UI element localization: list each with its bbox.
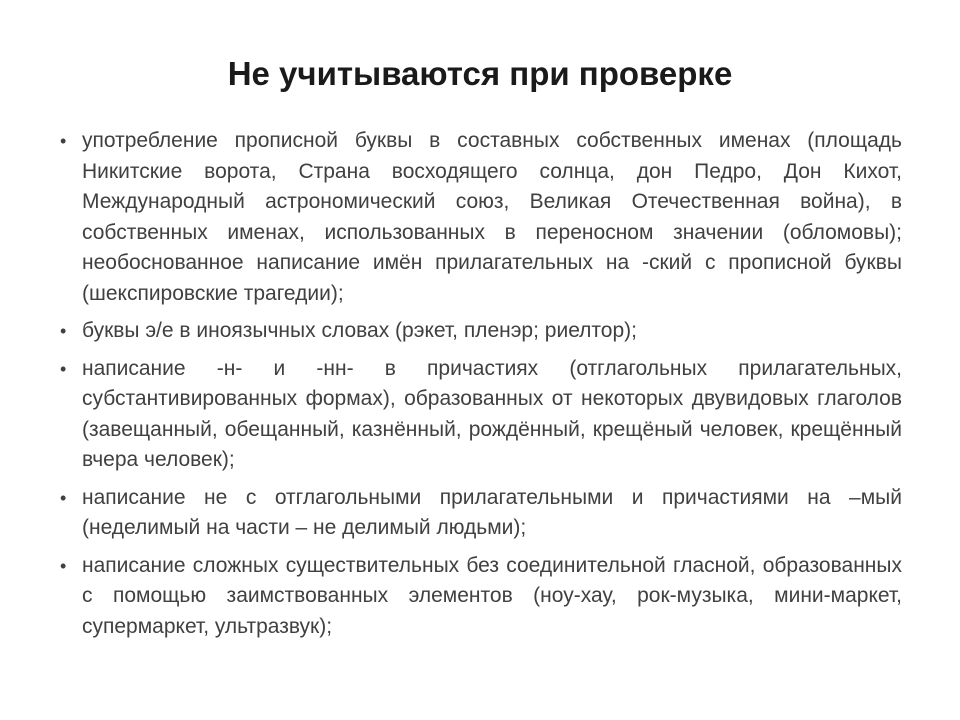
bullet-icon: • (60, 555, 67, 576)
bullet-icon: • (60, 358, 67, 379)
bullet-list (60, 126, 902, 649)
bullet-item (60, 354, 902, 476)
bullet-text: употребление прописной буквы в составных собственных именах (площадь Никитские ворота, Страна восходящего солнца, дон Педро, Дон Кихот, Международный астрономический союз, Великая Отечественная война), в собственных именах, использованных в переносном значении (обломовы); необоснованное написание имён прилагательных на -ский с прописной буквы (шекспировские трагедии); (82, 129, 902, 305)
bullet-item (60, 126, 902, 309)
bullet-text: написание сложных существительных без соединительной гласной, образованных с помощью заимствованных элементов (ноу-хау, рок-музыка, мини-маркет, супермаркет, ультразвук); (82, 553, 902, 638)
bullet-icon: • (60, 487, 67, 508)
bullet-item (60, 551, 902, 643)
slide-title: Не учитываются при проверке (227, 55, 733, 92)
bullet-icon: • (60, 131, 67, 151)
bullet-text: написание -н- и -нн- в причастиях (отглагольных прилагательных, субстантивированных формах), образованных от некоторых двувидовых глаголов (завещанный, обещанный, казнённый, рождённый, крещёный человек, крещённый вчера человек); (82, 356, 902, 471)
bullet-text: написание не с отглагольными прилагательными и причастиями на –мый (неделимый на части – не делимый людьми); (82, 485, 902, 539)
bullet-icon: • (60, 321, 67, 341)
bullet-text: буквы э/е в иноязычных словах (рэкет, пленэр; риелтор); (82, 319, 637, 342)
bullet-item (60, 483, 902, 544)
bullet-item (60, 316, 902, 347)
